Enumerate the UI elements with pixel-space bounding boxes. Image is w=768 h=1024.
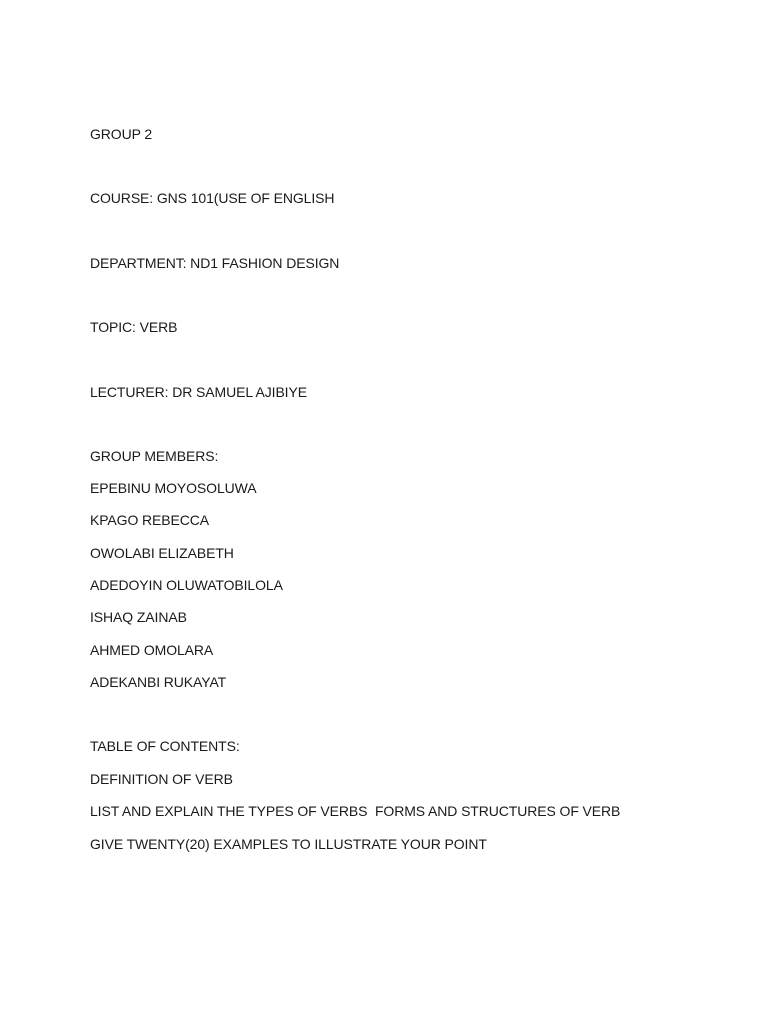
- member-item: KPAGO REBECCA: [90, 512, 210, 528]
- member-item: ADEDOYIN OLUWATOBILOLA: [90, 577, 283, 593]
- member-item: ISHAQ ZAINAB: [90, 609, 187, 625]
- member-item: EPEBINU MOYOSOLUWA: [90, 480, 257, 496]
- lecturer-label: LECTURER: DR SAMUEL AJIBIYE: [90, 384, 307, 400]
- member-item: ADEKANBI RUKAYAT: [90, 674, 227, 690]
- course-label: COURSE: GNS 101(USE OF ENGLISH: [90, 190, 335, 206]
- contents-item: LIST AND EXPLAIN THE TYPES OF VERBS FORMS AND STRUCTURES OF VERB: [90, 803, 621, 819]
- contents-item: GIVE TWENTY(20) EXAMPLES TO ILLUSTRATE YOUR POINT: [90, 836, 487, 852]
- contents-item: DEFINITION OF VERB: [90, 771, 233, 787]
- members-heading: GROUP MEMBERS:: [90, 448, 219, 464]
- group-label: GROUP 2: [90, 126, 153, 142]
- department-label: DEPARTMENT: ND1 FASHION DESIGN: [90, 255, 340, 271]
- contents-heading: TABLE OF CONTENTS:: [90, 738, 240, 754]
- member-item: AHMED OMOLARA: [90, 642, 214, 658]
- member-item: OWOLABI ELIZABETH: [90, 545, 234, 561]
- topic-label: TOPIC: VERB: [90, 319, 178, 335]
